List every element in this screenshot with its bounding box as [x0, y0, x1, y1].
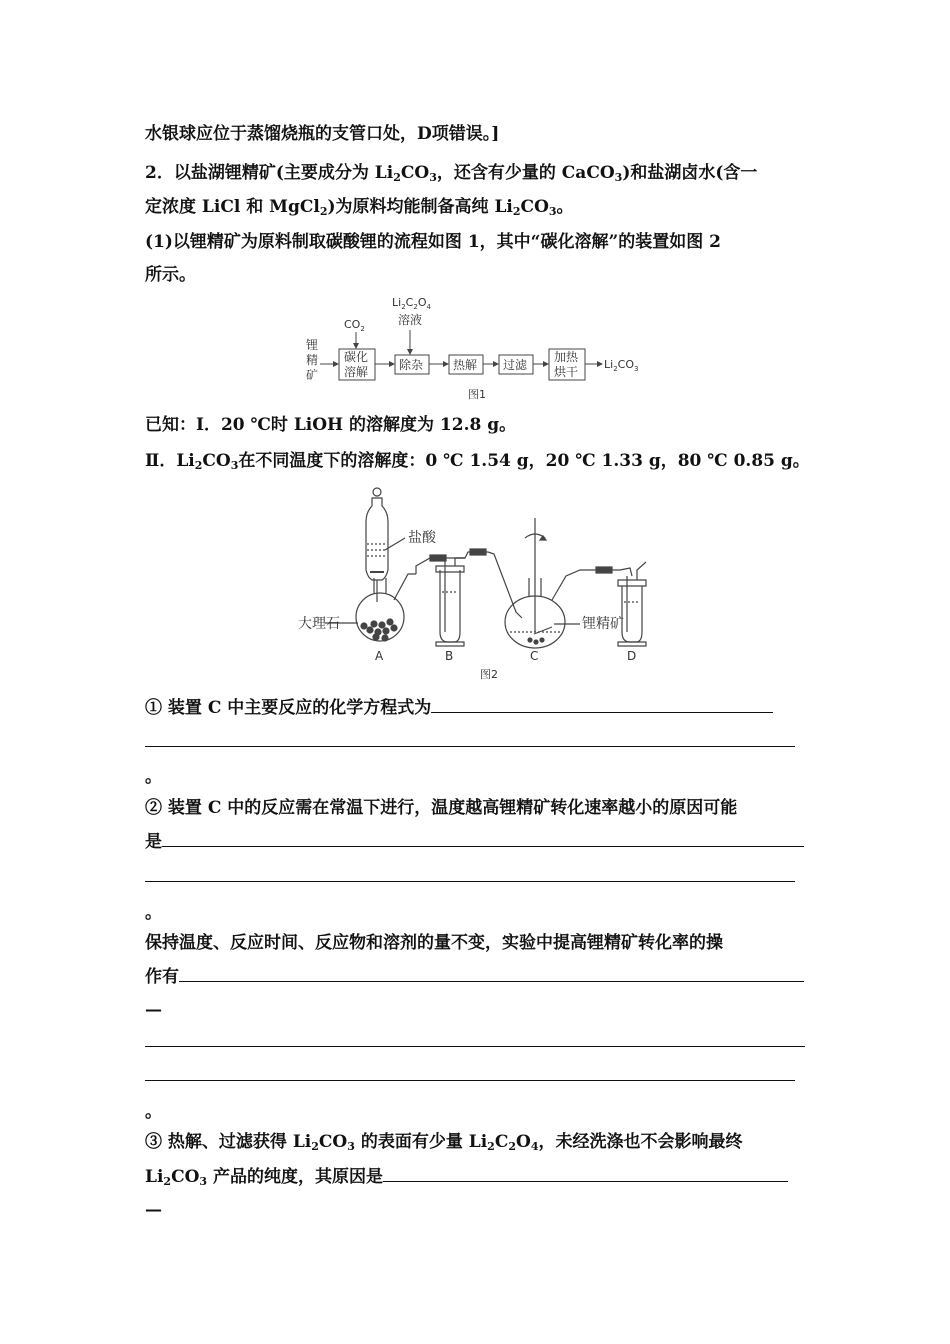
figure-1-flowchart — [290, 292, 670, 408]
text-span: 在不同温度下的溶解度：0 ℃ 1.54 g，20 ℃ 1.33 g，80 ℃ 0.85 g。 — [238, 451, 810, 471]
subscript: 3 — [230, 459, 239, 472]
fig2-label-b: B — [445, 649, 454, 663]
text-span: ，还含有少量的 CaCO — [436, 163, 615, 183]
text-span: 产品的纯度，其原因是 — [207, 1167, 383, 1187]
answer-blank[interactable] — [162, 830, 804, 847]
answer-blank[interactable] — [383, 1165, 788, 1182]
fig1-box-pyrolysis-label: 热解 — [453, 358, 478, 372]
subscript: 2 — [319, 205, 328, 218]
bottle-b — [436, 558, 465, 646]
question-3b-line — [145, 965, 804, 988]
figure-2-apparatus — [290, 482, 670, 682]
subscript: 2 — [194, 459, 203, 472]
fig1-co2-label: $CO_2$ — [344, 318, 365, 333]
fig1-solution-label: 溶液 — [398, 313, 423, 327]
answer-blank[interactable] — [431, 696, 773, 713]
fig2-ore-label: 锂精矿 — [582, 616, 624, 632]
text-span: CO — [400, 163, 430, 183]
text-span: C — [494, 1132, 509, 1152]
subscript: 3 — [548, 205, 557, 218]
subscript: 2 — [487, 1140, 495, 1153]
question-2-line-1 — [145, 162, 757, 184]
text-span: 。 — [556, 197, 574, 217]
fig1-box-carbonize-label-1: 碳化 — [344, 350, 369, 364]
subscript: 2 — [311, 1140, 319, 1153]
fig2-label-d: D — [627, 649, 637, 663]
fig1-start-2: 精 — [306, 353, 319, 367]
answer-blank[interactable] — [179, 965, 804, 982]
text-span: Li — [145, 1167, 164, 1187]
subscript: 2 — [163, 1175, 172, 1188]
fig1-start-3: 矿 — [306, 368, 319, 382]
text-span: 的表面有少量 Li — [354, 1132, 488, 1152]
fig1-box-carbonize-label-2: 溶解 — [344, 365, 369, 379]
period: 。 — [145, 767, 162, 787]
known-line-2 — [145, 450, 810, 472]
text-span: (1)以锂精矿为原料制取碳酸锂的流程如图 1，其中“碳化溶解”的装置如图 2 — [145, 232, 721, 252]
text-span: O — [516, 1132, 531, 1152]
text-span: 定浓度 LiCl 和 MgCl — [145, 197, 320, 217]
fig2-label-c: C — [530, 649, 539, 663]
text-span: ，未经洗涤也不会影响最终 — [538, 1132, 743, 1152]
question-3a-line — [145, 932, 723, 954]
text-span: 已知：Ⅰ．20 ℃时 LiOH 的溶解度为 12.8 g。 — [145, 415, 517, 435]
question-4a-line — [145, 1131, 742, 1153]
text-span: 所示。 — [145, 265, 196, 285]
question-4b-line — [145, 1165, 788, 1188]
fig1-start-1: 锂 — [306, 338, 319, 352]
text-span: ② 装置 C 中的反应需在常温下进行，温度越高锂精矿转化速率越小的原因可能 — [145, 798, 738, 818]
text-span: ③ 热解、过滤获得 Li — [145, 1132, 312, 1152]
period: 。 — [145, 903, 162, 923]
text-span: CO — [171, 1167, 200, 1187]
text-line-1 — [145, 123, 499, 145]
question-2b-line — [145, 830, 804, 853]
text-span: 水银球应位于蒸馏烧瓶的支管口处，D项错误。] — [145, 124, 500, 144]
text-span: 保持温度、反应时间、反应物和溶剂的量不变，实验中提高锂精矿转化率的操 — [145, 933, 723, 953]
fig2-label-a: A — [375, 649, 384, 663]
question-2-line-4 — [145, 264, 196, 286]
dash: — — [145, 1000, 162, 1020]
fig1-box-dry-label-1: 加热 — [554, 350, 579, 364]
question-1-line — [145, 696, 773, 719]
question-2a-line — [145, 797, 737, 819]
subscript: 4 — [530, 1140, 539, 1153]
subscript: 2 — [508, 1140, 516, 1153]
text-span: CO — [202, 451, 231, 471]
subscript: 3 — [347, 1140, 355, 1153]
subscript: 3 — [429, 171, 437, 184]
fig1-box-filter-label: 过滤 — [503, 358, 528, 372]
fig1-box-dry-label-2: 烘干 — [554, 365, 579, 379]
answer-line[interactable] — [145, 881, 795, 882]
text-span: )和盐湖卤水(含一 — [622, 163, 758, 183]
subscript: 2 — [393, 171, 401, 184]
fig2-marble-label: 大理石 — [298, 616, 340, 632]
text-span: CO — [318, 1132, 348, 1152]
text-span: 2．以盐湖锂精矿(主要成分为 Li — [145, 163, 394, 183]
fig2-acid-label: 盐酸 — [408, 530, 436, 546]
flask-c — [505, 518, 590, 648]
subscript: 3 — [614, 171, 623, 184]
text-span: CO — [520, 197, 549, 217]
fig1-li2c2o4-label: $Li_2C_2O_4$ — [392, 296, 431, 311]
flask-a — [356, 574, 416, 641]
known-line-1 — [145, 414, 516, 436]
period: 。 — [145, 1102, 162, 1122]
text-span: Ⅱ．Li — [145, 451, 195, 471]
question-2-line-3 — [145, 231, 721, 253]
answer-line[interactable] — [145, 746, 795, 747]
text-span: 是 — [145, 832, 162, 852]
subscript: 2 — [512, 205, 521, 218]
answer-line[interactable] — [145, 1046, 805, 1047]
fig1-box-purify-label: 除杂 — [399, 358, 424, 372]
subscript: 3 — [199, 1175, 208, 1188]
question-2-line-2 — [145, 196, 574, 218]
fig1-caption: 图1 — [468, 388, 486, 401]
answer-line[interactable] — [145, 1080, 795, 1081]
text-span: ① 装置 C 中主要反应的化学方程式为 — [145, 698, 432, 718]
text-span: 作有 — [145, 967, 179, 987]
dash: — — [145, 1200, 162, 1220]
fig2-caption: 图2 — [480, 668, 498, 681]
fig1-product-label: $Li_2CO_3$ — [604, 358, 639, 373]
text-span: )为原料均能制备高纯 Li — [327, 197, 513, 217]
